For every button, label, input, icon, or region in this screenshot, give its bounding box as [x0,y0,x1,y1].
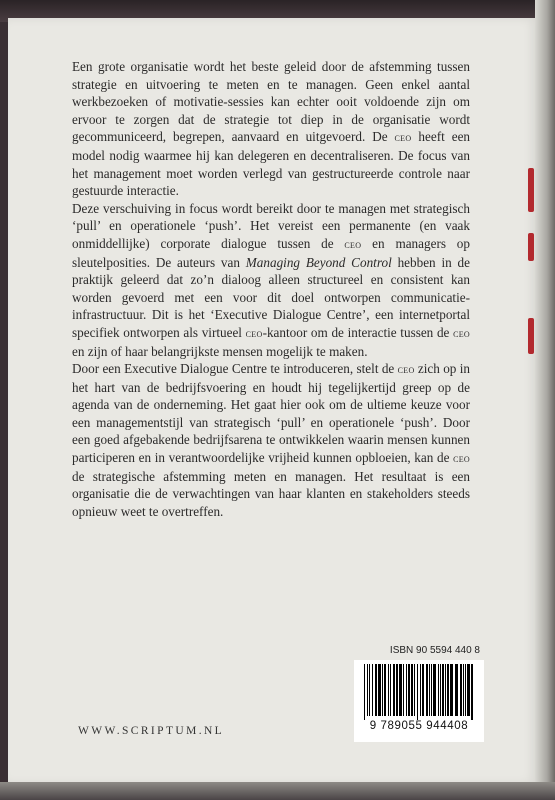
barcode-bar [422,664,424,716]
cover-color-edge [528,233,534,261]
cover-color-edge [528,168,534,212]
barcode-bar [408,664,410,716]
ceo-abbreviation: ceo [397,362,415,377]
barcode-bar [420,664,421,716]
text-run: -kantoor om de interactie tussen de [262,324,454,340]
barcode-bar [378,664,381,716]
text-run: en zijn of haar belangrijkste mensen mogelijk te maken. [72,343,368,359]
text-run: de strategische afstemming meten en managen. Het resultaat is een organisatie die de verwachtingen van haar klanten en stakeholders steeds opnieuw weet te overtreffen. [72,468,470,519]
ceo-abbreviation: ceo [245,325,263,340]
barcode-bar [433,664,436,716]
barcode-bar [403,664,404,716]
barcode-bar [465,664,466,716]
cover-color-edge [528,318,534,354]
book-title: Managing Beyond Control [245,254,392,270]
blurb-text [72,58,470,520]
barcode-bar [393,664,395,716]
text-run: Deze verschuiving in focus wordt bereikt door te managen met strategisch ‘pull’ en operationele ‘push’. Het vereist een permanente (en vaak onmiddellijke) corporate dialogue tussen de [72,200,470,251]
barcode-bar [438,664,439,716]
bottom-binding-edge [0,782,555,800]
barcode-bar [467,664,470,716]
barcode-bar [382,664,383,716]
page-edge-shadow [535,0,555,800]
barcode-bar [450,664,453,716]
barcode [354,660,484,742]
barcode-bar [396,664,398,716]
blurb-paragraph [72,200,470,360]
text-run: en managers op sleutelposities. De auteurs van [72,235,470,270]
barcode-bar [417,664,418,720]
text-run: Een grote organisatie wordt het beste geleid door de afstemming tussen strategie en uitvoering te meten en te managen. Geen enkel aantal werkbezoeken of motivatie-sessies kan echter ooit voldoende zijn om ervoor te zorgen dat de strategie tot diep in de organisatie wordt gecommuniceerd, begrepen, aanvaard en uitgevoerd. De [72,59,470,145]
ceo-abbreviation: ceo [453,451,470,466]
barcode-bar [375,664,377,716]
barcode-bar [440,664,441,716]
barcode-bar [471,664,473,720]
blurb-paragraph [72,360,470,520]
barcode-bar [411,664,413,716]
barcode-bar [460,664,462,716]
barcode-bar [369,664,370,716]
barcode-bar [367,664,368,716]
barcode-bar [399,664,402,716]
text-run: zich op in het hart van de bedrijfsvoering en houdt hij tegelijkertijd greep op de agenda van de onderneming. Het gaat hier ook om de ultieme keuze voor een managementstijl van strategisch ‘pull’ en operationele ‘push’. Door een goed afgebakende bedrijfsarena te ontwikkelen waarin mensen kunnen participeren en in verantwoordelijke vrijheid kunnen opbloeien, kan de [72,361,470,466]
barcode-bar [431,664,432,716]
barcode-bar [463,664,464,716]
text-run: heeft een model nodig waarmee hij kan delegeren en decentraliseren. De focus van het management moet worden verlegd van gestructureerde controle naar gestuurde interactie. [72,129,471,199]
barcode-bar [426,664,428,716]
text-run: Door een Executive Dialogue Centre te introduceren, stelt de [72,361,398,377]
barcode-bar [442,664,444,716]
barcode-bar [406,664,407,716]
barcode-bar [455,664,458,716]
ceo-abbreviation: ceo [344,236,362,251]
barcode-bar [447,664,449,716]
text-run: hebben in de praktijk geleerd dat zo’n dialoog alleen structureel en consistent kan worden gevoerd met een voor dit doel ontworpen communicatie-infrastructuur. Dit is het ‘Executive Dialogue Centre’, een internetportal specifiek ontworpen als virtueel [72,254,470,340]
blurb-paragraph [72,58,470,200]
ceo-abbreviation: ceo [394,130,412,145]
barcode-bars [362,664,474,720]
barcode-bar [414,664,415,716]
barcode-bar [384,664,386,716]
barcode-digits: 9 789055 944408 [369,720,469,732]
barcode-bar [364,664,365,720]
barcode-bar [372,664,373,716]
isbn-label: ISBN 90 5594 440 8 [389,645,480,656]
barcode-bar [429,664,430,716]
barcode-bar [445,664,446,716]
ceo-abbreviation: ceo [453,325,470,340]
publisher-website[interactable]: WWW.SCRIPTUM.NL [78,725,225,737]
barcode-bar [388,664,389,716]
barcode-bar [390,664,391,716]
